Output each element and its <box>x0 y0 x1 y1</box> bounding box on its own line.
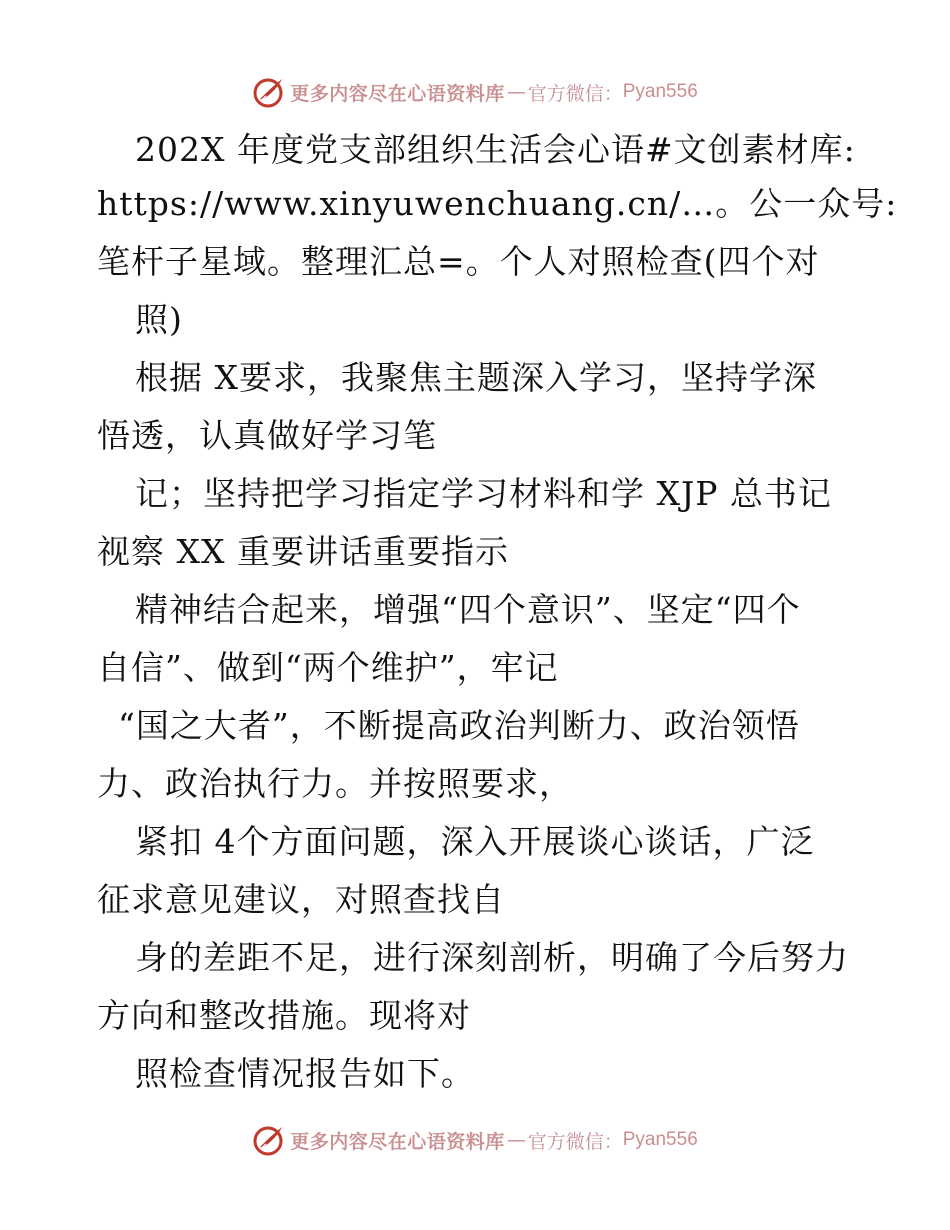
header-banner <box>0 72 950 112</box>
body-line: 方向和整改措施。现将对 <box>97 996 471 1035</box>
body-line: 笔杆子星域。整理汇总=。个人对照检查(四个对 <box>97 242 820 281</box>
header-separator: — <box>506 81 526 103</box>
quill-circle-logo-icon <box>252 75 286 109</box>
quill-circle-logo-icon <box>252 1123 286 1157</box>
body-line: “国之大者”，不断提高政治判断力、政治领悟 <box>118 706 800 745</box>
footer-wechat-label: 官方微信： <box>527 1130 623 1153</box>
body-line: 照) <box>135 300 183 339</box>
body-line: 征求意见建议，对照查找自 <box>97 880 505 919</box>
body-line: 根据 X要求，我聚焦主题深入学习，坚持学深 <box>135 358 817 397</box>
body-line: 202X 年度党支部组织生活会心语#文创素材库: <box>135 130 856 169</box>
body-line: 悟透，认真做好学习笔 <box>97 416 437 455</box>
body-line: 自信”、做到“两个维护”，牢记 <box>97 648 559 687</box>
body-line: 精神结合起来，增强“四个意识”、坚定“四个 <box>135 590 801 629</box>
header-wechat-label: 官方微信： <box>527 82 623 105</box>
footer-wechat-id: Pyan556 <box>622 1129 698 1150</box>
header-wechat-id: Pyan556 <box>622 81 698 102</box>
body-line: 记；坚持把学习指定学习材料和学 XJP 总书记 <box>135 474 832 513</box>
body-line: 视察 XX 重要讲话重要指示 <box>97 532 509 571</box>
header-promo-text: 更多内容尽在心语资料库 <box>290 82 505 105</box>
body-line: 力、政治执行力。并按照要求， <box>97 764 573 803</box>
body-line: 紧扣 4个方面问题，深入开展谈心谈话，广泛 <box>135 822 815 861</box>
footer-promo-text: 更多内容尽在心语资料库 <box>290 1130 505 1153</box>
body-line: 身的差距不足，进行深刻剖析，明确了今后努力 <box>135 938 849 977</box>
body-line: 照检查情况报告如下。 <box>135 1054 475 1093</box>
body-line: https://www.xinyuwenchuang.cn/…。公一众号: <box>97 184 898 223</box>
footer-separator: — <box>506 1129 526 1151</box>
footer-banner <box>0 1120 950 1160</box>
